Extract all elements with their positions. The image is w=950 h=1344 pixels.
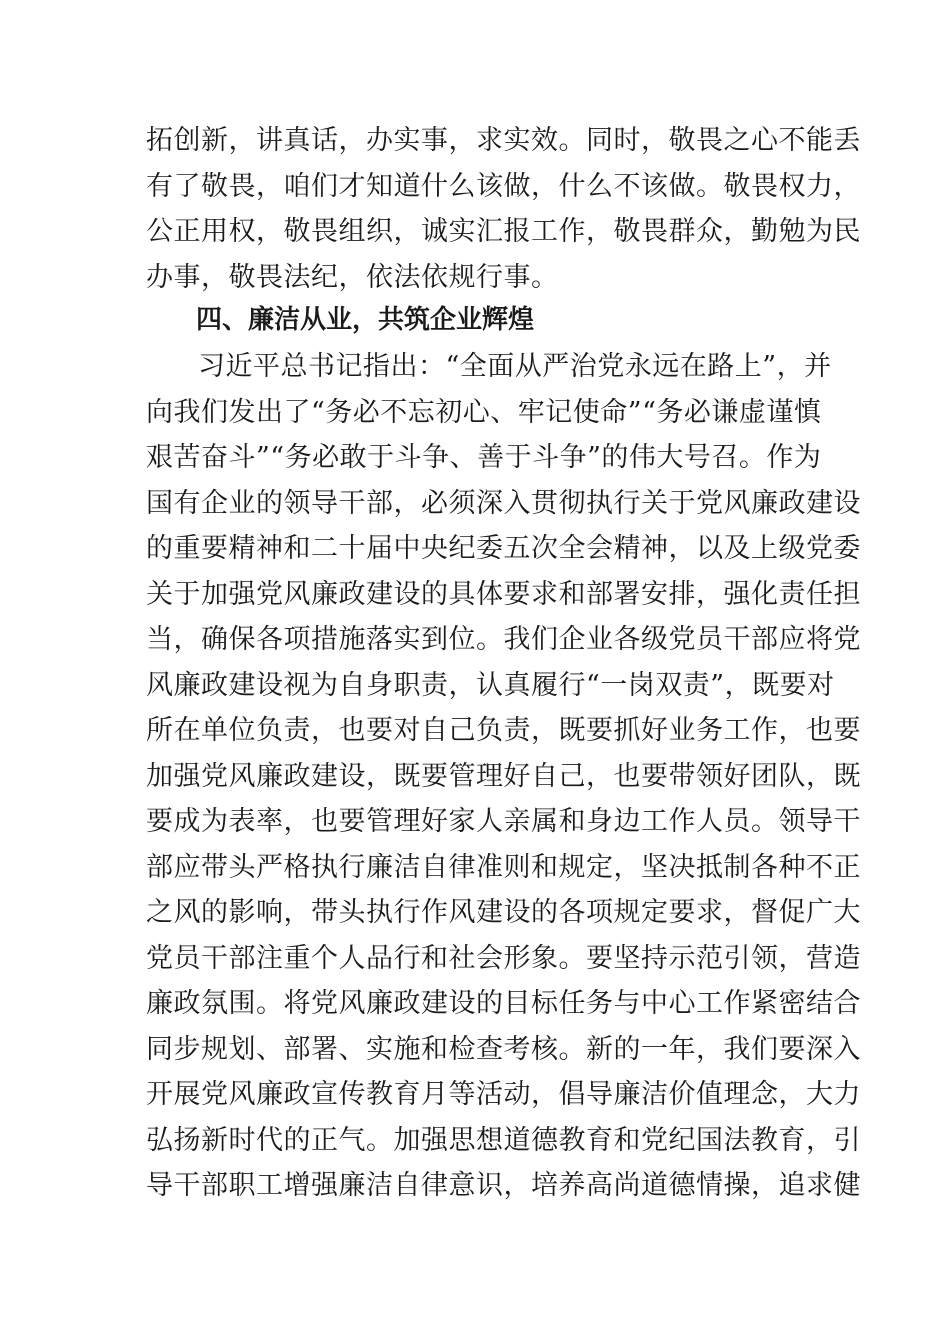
- text-line: 之风的影响，带头执行作风建设的各项规定要求，督促广大: [146, 897, 861, 928]
- text-line: 加强党风廉政建设，既要管理好自己，也要带领好团队，既: [146, 760, 861, 792]
- text-line: 公正用权，敬畏组织，诚实汇报工作，敬畏群众，勤勉为民: [146, 216, 861, 247]
- text-line: 部应带头严格执行廉洁自律准则和规定，坚决抵制各种不正: [146, 851, 861, 883]
- text-line: 党员干部注重个人品行和社会形象。要坚持示范引领，营造: [146, 942, 861, 974]
- paragraph-continued: [146, 118, 861, 300]
- text-line: 风廉政建设视为自身职责，认真履行“一岗双责”，既要对: [146, 669, 835, 701]
- text-line: 要成为表率，也要管理好家人亲属和身边工作人员。领导干: [146, 806, 861, 837]
- text-line: 有了敬畏，咱们才知道什么该做，什么不该做。敬畏权力，: [146, 170, 861, 202]
- text-line: 开展党风廉政宣传教育月等活动，倡导廉洁价值理念，大力: [146, 1079, 861, 1110]
- text-line: 拓创新，讲真话，办实事，求实效。同时，敬畏之心不能丢: [146, 125, 861, 156]
- section-heading: 四、廉洁从业，共筑企业辉煌: [196, 305, 535, 335]
- text-line: 艰苦奋斗”“务必敢于斗争、善于斗争”的伟大号召。作为: [146, 442, 822, 473]
- text-line: 弘扬新时代的正气。加强思想道德教育和党纪国法教育，引: [146, 1124, 861, 1156]
- text-line: 所在单位负责，也要对自己负责，既要抓好业务工作，也要: [146, 715, 861, 746]
- text-line: 向我们发出了“务必不忘初心、牢记使命”“务必谦虚谨慎: [146, 396, 822, 428]
- text-line: 当，确保各项措施落实到位。我们企业各级党员干部应将党: [146, 624, 861, 655]
- text-line: 廉政氛围。将党风廉政建设的目标任务与中心工作紧密结合: [146, 988, 861, 1019]
- text-line: 办事，敬畏法纪，依法依规行事。: [146, 261, 559, 293]
- text-line: 国有企业的领导干部，必须深入贯彻执行关于党风廉政建设: [146, 487, 861, 519]
- text-line: 同步规划、部署、实施和检查考核。新的一年，我们要深入: [146, 1033, 861, 1065]
- text-line: 关于加强党风廉政建设的具体要求和部署安排，强化责任担: [146, 578, 861, 610]
- paragraph-main: [146, 344, 861, 1209]
- text-line: 导干部职工增强廉洁自律意识，培养高尚道德情操，追求健: [146, 1170, 861, 1201]
- text-line: 的重要精神和二十届中央纪委五次全会精神，以及上级党委: [146, 533, 861, 564]
- text-line: 习近平总书记指出：“全面从严治党永远在路上”，并: [198, 351, 832, 382]
